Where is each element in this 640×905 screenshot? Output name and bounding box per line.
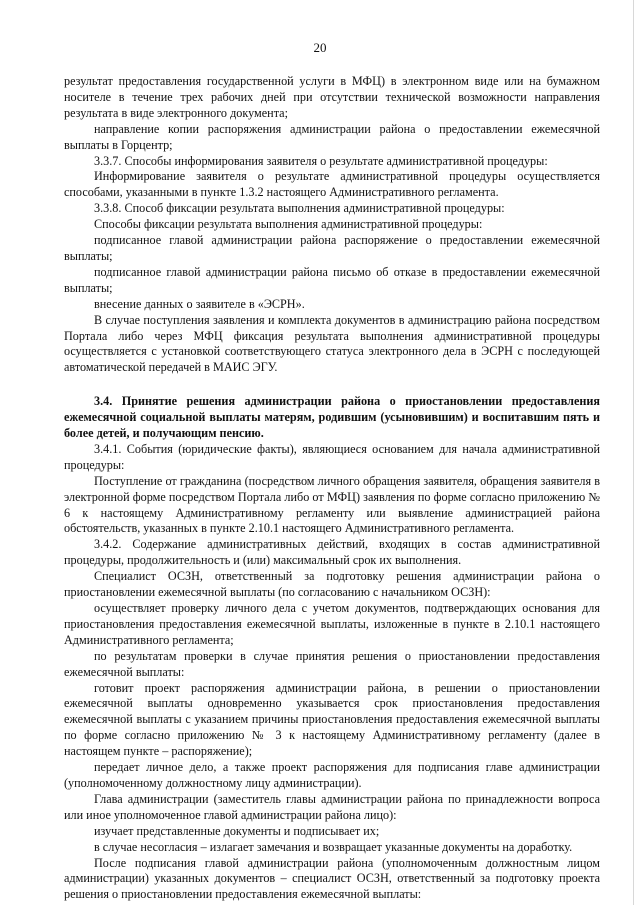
paragraph: Информирование заявителя о результате административной процедуры осуществляется способами, указанными в пункте 1.3.2 настоящего Административного регламента. <box>64 169 600 200</box>
paragraph: 3.3.7. Способы информирования заявителя о результате административной процедуры: <box>94 153 548 168</box>
scan-edge-line <box>633 0 634 905</box>
paragraph: 3.3.8. Способ фиксации результата выполнения административной процедуры: <box>94 201 505 216</box>
document-body <box>64 74 600 903</box>
paragraph: подписанное главой администрации района распоряжение о предоставлении ежемесячной выплаты; <box>64 233 600 263</box>
paragraph: осуществляет проверку личного дела с учетом документов, подтверждающих основания для приостановления предоставления ежемесячной выплаты, изложенные в пункте в 2.10.1 настоящего Административного регламента; <box>64 601 600 647</box>
section-heading: 3.4. Принятие решения администрации района о приостановлении предоставления ежемесячной социальной выплаты матерям, родившим (усыновившим) и воспитавшим пять и более детей, и получающим пенсию. <box>64 394 600 441</box>
paragraph: подписанное главой администрации района письмо об отказе в предоставлении ежемесячной выплаты; <box>64 264 600 295</box>
section-spacer <box>64 376 600 394</box>
paragraph: по результатам проверки в случае принятия решения о приостановлении предоставления ежемесячной выплаты: <box>64 648 600 679</box>
paragraph: Глава администрации (заместитель главы администрации района по принадлежности вопроса или иное уполномоченное главой администрации района лицо): <box>64 791 600 822</box>
paragraph: результат предоставления государственной услуги в МФЦ) в электронном виде или на бумажном носителе в течение трех рабочих дней при отсутствии технической возможности направления результата в виде электронного документа; <box>64 74 600 120</box>
paragraph: внесение данных о заявителе в «ЭСРН». <box>94 296 305 311</box>
paragraph: направление копии распоряжения администрации района о предоставлении ежемесячной выплаты в Горцентр; <box>64 121 600 152</box>
paragraph: 3.4.1. События (юридические факты), являющиеся основанием для начала административной процедуры: <box>64 441 600 472</box>
paragraph: изучает представленные документы и подписывает их; <box>94 823 380 838</box>
paragraph: 3.4.2. Содержание административных действий, входящих в состав административной процедуры, продолжительность и (или) максимальный срок их выполнения. <box>64 537 600 568</box>
paragraph: В случае поступления заявления и комплекта документов в администрацию района посредством Портала либо через МФЦ фиксация результата выполнения административной процедуры осуществляется с установкой соответствующего статуса электронного дела в ЭСРН с последующей автоматической передачей в МАИС ЭГУ. <box>64 312 600 375</box>
paragraph: готовит проект распоряжения администрации района, в решении о приостановлении ежемесячной выплаты одновременно указывается срок приостановления предоставления ежемесячной выплаты с указанием причины приостановления предоставления ежемесячной выплаты по форме согласно приложению № 3 к настоящему Административному регламенту (далее в настоящем пункте – распоряжение); <box>64 680 600 759</box>
page-number: 20 <box>313 40 327 55</box>
paragraph: Поступление от гражданина (посредством личного обращения заявителя, обращения заявителя в электронной форме посредством Портала либо от МФЦ) заявления по форме согласно приложению № 6 к настоящему Административному регламенту или выявление администрацией района обстоятельств, указанных в пункте 2.10.1 настоящего Административного регламента. <box>64 473 600 536</box>
paragraph: передает личное дело, а также проект распоряжения для подписания главе администрации (уполномоченному должностному лицу администрации). <box>64 760 600 790</box>
paragraph: Специалист ОСЗН, ответственный за подготовку решения администрации района о приостановлении ежемесячной выплаты (по согласованию с начальником ОСЗН): <box>64 569 600 600</box>
paragraph: После подписания главой администрации района (уполномоченным должностным лицом администрации) указанных документов – специалист ОСЗН, ответственный за подготовку проекта решения о приостановлении предоставления ежемесячной выплаты: <box>64 855 600 902</box>
paragraph: в случае несогласия – излагает замечания и возвращает указанные документы на доработку. <box>94 839 573 854</box>
paragraph: Способы фиксации результата выполнения административной процедуры: <box>94 217 483 232</box>
